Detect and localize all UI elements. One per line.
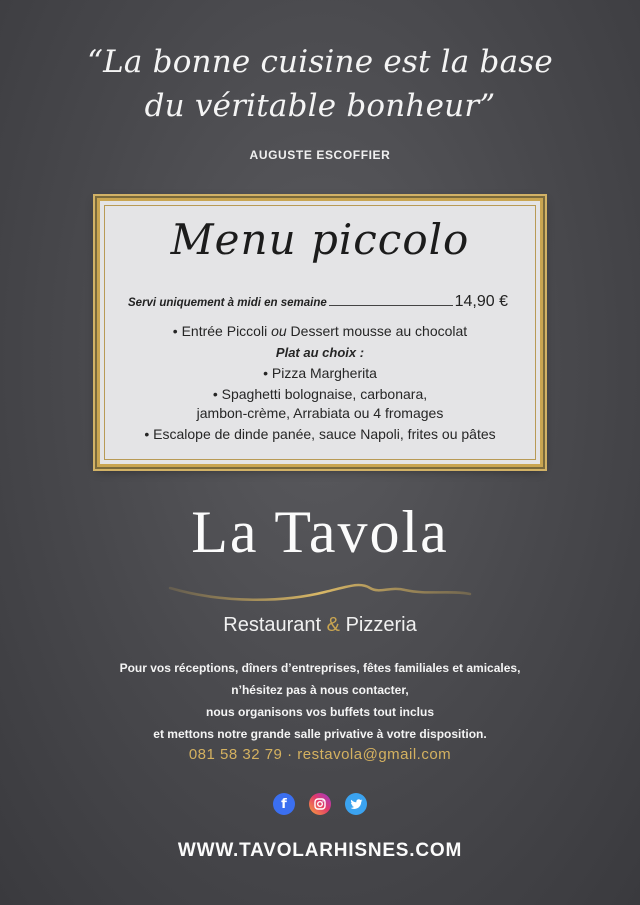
subtitle-restaurant: Restaurant [223, 614, 322, 636]
menu-item-pizza: • Pizza Margherita [263, 365, 377, 381]
quote-line-2: du véritable bonheur” [144, 88, 496, 124]
gold-swoosh-decoration [165, 578, 475, 606]
entree-text: • Entrée Piccoli [172, 323, 268, 339]
info-line-1: Pour vos réceptions, dîners d’entreprises, fêtes familiales et amicales, [119, 661, 521, 675]
subtitle-pizzeria: Pizzeria [345, 614, 417, 636]
menu-note: Servi uniquement à midi en semaine [128, 297, 327, 309]
twitter-icon[interactable] [345, 793, 367, 815]
brand-name: La Tavola [191, 499, 449, 565]
plat-heading: Plat au choix : [275, 345, 365, 360]
contact-info[interactable]: 081 58 32 79 · restavola@gmail.com [188, 746, 452, 763]
brand-subtitle [0, 614, 640, 637]
menu-item-spaghetti-cont: jambon-crème, Arrabiata ou 4 fromages [196, 405, 444, 421]
info-line-4: et mettons notre grande salle privative à votre disposition. [153, 727, 487, 741]
entree-or: ou [271, 323, 287, 339]
instagram-icon[interactable] [309, 793, 331, 815]
menu-item-entree [100, 322, 540, 341]
menu-price-line [128, 293, 508, 311]
price-leader [329, 296, 453, 306]
menu-item-spaghetti: • Spaghetti bolognaise, carbonara, [212, 386, 428, 402]
info-line-2: n’hésitez pas à nous contacter, [231, 683, 409, 697]
quote-author: AUGUSTE ESCOFFIER [249, 148, 391, 162]
menu-items [100, 322, 540, 444]
menu-price: 14,90 € [454, 293, 508, 310]
facebook-icon[interactable]: f [273, 793, 295, 815]
info-text [0, 657, 640, 745]
social-links [0, 793, 640, 815]
quote [0, 40, 640, 128]
subtitle-ampersand: & [326, 614, 341, 636]
website-link[interactable]: WWW.TAVOLARHISNES.COM [177, 840, 463, 861]
menu-card [97, 198, 543, 467]
dessert-text: Dessert mousse au chocolat [290, 323, 468, 339]
quote-line-1: “La bonne cuisine est la base [87, 44, 553, 80]
menu-item-escalope: • Escalope de dinde panée, sauce Napoli, frites ou pâtes [144, 426, 496, 442]
menu-title: Menu piccolo [170, 215, 470, 264]
info-line-3: nous organisons vos buffets tout inclus [205, 705, 434, 719]
